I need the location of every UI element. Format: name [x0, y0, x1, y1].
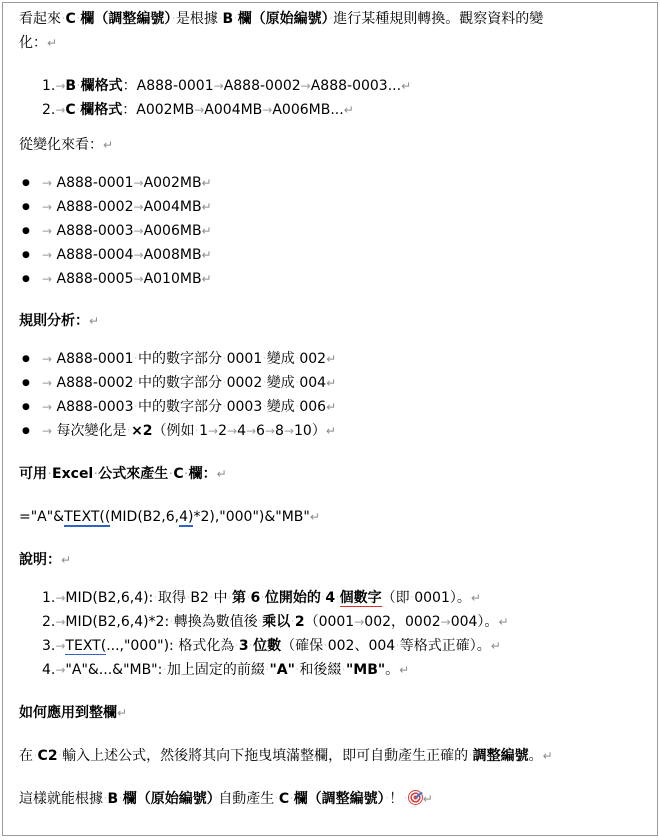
list-item: ● → A888-0003→A006MB↵	[42, 219, 642, 243]
bullet-icon: ●	[22, 354, 30, 364]
closing-paragraph: 這樣就能根據·B·欄（原始編號）·自動產生·C·欄（調整編號）·！· ↵	[19, 791, 433, 807]
list-item: ● → A888-0002→A004MB↵	[42, 195, 642, 219]
bullet-icon: ●	[22, 274, 30, 284]
rule-heading: 規則分析：↵	[19, 313, 100, 329]
bullet-icon: ●	[22, 426, 30, 436]
intro-text: 看起來	[19, 11, 61, 27]
list-item: 1.→MID(B2,6,4):·取得·B2·中·第·6·位開始的·4·個數字（即·0001）。↵	[42, 590, 481, 606]
explain-list	[19, 586, 642, 682]
list-item: 3.→TEXT(...,"000"):·格式化為·3·位數（確保·002、004·等格式正確）。↵	[42, 638, 501, 654]
c-column-name: 欄（調整編號）	[80, 11, 172, 27]
list-item: ● → A888-0004→A008MB↵	[42, 243, 642, 267]
format-list	[19, 74, 642, 122]
paragraph-mark: ↵	[47, 36, 58, 50]
list-item: ● → A888-0003·中的數字部分·0003·變成·006↵	[42, 395, 642, 419]
list-item: ● → A888-0002·中的數字部分·0002·變成·004↵	[42, 371, 642, 395]
bullet-icon: ●	[22, 202, 30, 212]
excel-heading: 可用·Excel·公式來產生·C·欄：↵	[19, 466, 227, 482]
list-item: 4.→"A"&...&"MB":·加上固定的前綴·"A"·和後綴·"MB"。↵	[42, 662, 410, 678]
list-item: 2.→C·欄格式：A002MB→A004MB→A006MB...↵	[42, 102, 354, 118]
bullet-icon: ●	[22, 250, 30, 260]
list-item: ● → A888-0005→A010MB↵	[42, 267, 642, 291]
apply-paragraph: 在·C2·輸入上述公式，然後將其向下拖曳填滿整欄，即可自動產生正確的·調整編號。↵	[19, 748, 553, 764]
c-column: C	[65, 11, 76, 27]
list-item: 1.→B·欄格式：A888-0001→A888-0002→A888-0003...↵	[42, 78, 412, 94]
mapping-list	[19, 171, 642, 291]
bullet-icon: ●	[22, 378, 30, 388]
bullet-icon: ●	[22, 178, 30, 188]
list-item: ● → 每次變化是·×2（例如·1→2→4→6→8→10）↵	[42, 419, 642, 443]
explain-heading: 說明：↵	[19, 552, 72, 568]
list-item: ● → A888-0001·中的數字部分·0001·變成·002↵	[42, 347, 642, 371]
rule-list	[19, 347, 642, 443]
apply-heading: 如何應用到整欄↵	[19, 705, 128, 721]
document-page	[2, 2, 658, 836]
bullet-icon: ●	[22, 226, 30, 236]
b-column-name: 欄（原始編號）	[237, 11, 329, 27]
list-item: 2.→MID(B2,6,4)*2:·轉換為數值後·乘以·2（0001→002，0002→004）。↵	[42, 614, 509, 630]
bullet-icon: ●	[22, 402, 30, 412]
list-item: ● → A888-0001→A002MB↵	[42, 171, 642, 195]
b-column: B	[222, 11, 234, 27]
excel-formula: ="A"&TEXT((MID(B2,6,4)*2),"000")&"MB"↵	[19, 509, 320, 525]
intro-paragraph: 看起來·C·欄（調整編號）·是根據·B·欄（原始編號）·進行某種規則轉換。觀察資料的變 化：↵	[19, 11, 544, 51]
target-icon	[408, 790, 423, 805]
observe-label: 從變化來看：↵	[19, 137, 114, 153]
